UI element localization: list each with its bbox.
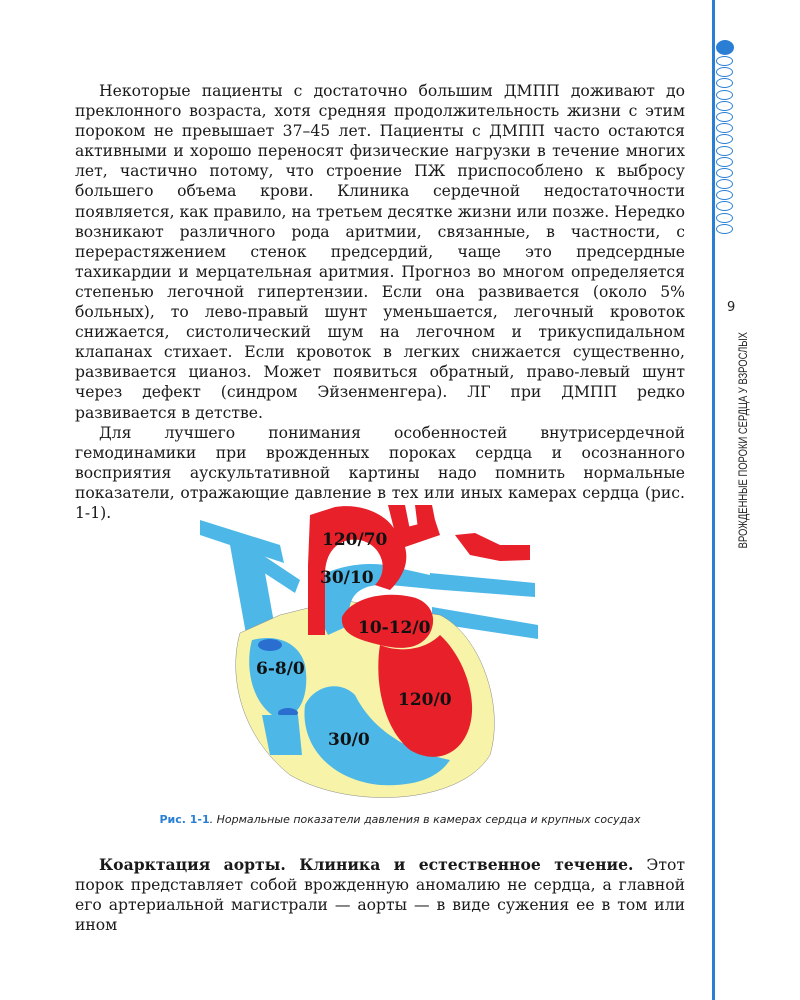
chapter-dot xyxy=(716,123,733,133)
chapter-dot xyxy=(716,168,733,178)
figure-caption xyxy=(75,813,725,826)
chapter-dot xyxy=(716,101,733,111)
pressure-label-left-ventricle: 120/0 xyxy=(398,690,452,710)
chapter-dots xyxy=(716,40,740,235)
chapter-dot xyxy=(716,190,733,200)
descending-aorta xyxy=(455,533,530,561)
chapter-dot xyxy=(716,67,733,77)
pressure-label-aorta: 120/70 xyxy=(322,530,388,550)
pressure-label-left-atrium: 10-12/0 xyxy=(358,618,431,638)
figure-caption-text: . Нормальные показатели давления в камерах сердца и крупных сосудах xyxy=(209,813,641,826)
aortic-branch-2 xyxy=(415,505,436,529)
valve-upper xyxy=(258,639,282,651)
paragraph: Некоторые пациенты с достаточно большим ДМПП доживают до преклонного возраста, хотя средняя продолжительность жизни с этим пороком не превышает 37–45 лет. Пациенты с ДМПП часто остаются активными и хорошо переносят физические нагрузки в течение многих лет, частично потому, что строение ПЖ приспособлено к выбросу большего объема крови. Клиника сердечной недостаточности появляется, как правило, на третьем десятке жизни или позже. Нередко возникают различного рода аритмии, связанные, в частности, с перерастяжением стенок предсердий, чаще это предсердные тахикардии и мерцательная аритмия. Прогноз во многом определяется степенью легочной гипертензии. Если она развивается (около 5% больных), то лево-правый шунт уменьшается, легочный кровоток снижается, систолический шум на легочном и трикуспидальном клапанах стихает. Если кровоток в легких снижается существенно, развивается цианоз. Может появиться обратный, право-левый шунт через дефект (синдром Эйзенменгера). ЛГ при ДМПП редко развивается в детстве. xyxy=(75,82,685,422)
heart-diagram-svg xyxy=(200,505,540,805)
page-number: 9 xyxy=(727,300,736,315)
chapter-dot xyxy=(716,146,733,156)
side-rail xyxy=(712,0,715,1000)
chapter-dot xyxy=(716,112,733,122)
chapter-dot xyxy=(716,201,733,211)
section-paragraph xyxy=(75,855,685,935)
chapter-dot xyxy=(716,179,733,189)
running-head: ВРОЖДЕННЫЕ ПОРОКИ СЕРДЦА У ВЗРОСЛЫХ xyxy=(738,332,750,549)
chapter-dot xyxy=(716,224,733,234)
chapter-dot xyxy=(716,134,733,144)
figure-caption-label: Рис. 1-1 xyxy=(159,813,210,826)
section-run-in-heading: Коарктация аорты. Клиника и естественное течение. xyxy=(99,855,634,874)
pulmonary-vein-upper xyxy=(430,573,535,597)
heart-diagram xyxy=(200,505,540,805)
pressure-label-right-atrium: 6-8/0 xyxy=(256,659,305,679)
section-text: Этот порок представляет собой врожденную аномалию не сердца, а главной его артериальной магистрали — аорты — в виде сужения ее в том или ином xyxy=(75,856,685,935)
pressure-label-pulmonary-artery: 30/10 xyxy=(320,568,374,588)
chapter-dot xyxy=(716,56,733,66)
pressure-label-right-ventricle: 30/0 xyxy=(328,730,370,750)
chapter-dot xyxy=(716,213,733,223)
chapter-dot-active xyxy=(716,40,734,55)
body-text-top xyxy=(75,81,685,523)
chapter-dot xyxy=(716,157,733,167)
chapter-dot xyxy=(716,78,733,88)
paragraph: Для лучшего понимания особенностей внутрисердечной гемодинамики при врожденных пороках сердца и осознанного восприятия аускультативной картины надо помнить нормальные показатели, отражающие давление в тех или иных камерах сердца (рис. 1-1). xyxy=(75,423,685,522)
chapter-dot xyxy=(716,90,733,100)
body-text-bottom xyxy=(75,855,685,935)
